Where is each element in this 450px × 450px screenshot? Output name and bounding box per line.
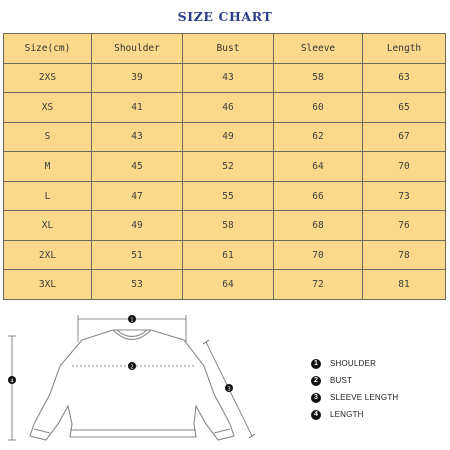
bust-cell: 55: [183, 181, 274, 211]
table-row: [4, 152, 446, 182]
header-size: Size(cm): [4, 34, 92, 64]
header-sleeve: Sleeve: [274, 34, 363, 64]
size-cell: S: [4, 122, 92, 152]
legend-item-sleeve-length: [311, 389, 446, 406]
measure-marker-length: [8, 376, 16, 384]
shoulder-cell: 39: [92, 63, 183, 93]
table-row: [4, 122, 446, 152]
table-row: [4, 181, 446, 211]
header-bust: Bust: [183, 34, 274, 64]
table-header-row: [4, 34, 446, 64]
svg-text:1: 1: [130, 317, 134, 324]
size-cell: L: [4, 181, 92, 211]
size-chart-title: SIZE CHART: [177, 9, 273, 24]
length-cell: 78: [363, 240, 446, 270]
measure-marker-bust: [128, 362, 136, 370]
sleeve-cell: 66: [274, 181, 363, 211]
shoulder-cell: 45: [92, 152, 183, 182]
table-row: [4, 240, 446, 270]
bust-cell: 49: [183, 122, 274, 152]
size-cell: 2XS: [4, 63, 92, 93]
svg-text:2: 2: [130, 364, 134, 371]
svg-text:4: 4: [10, 378, 14, 385]
length-cell: 65: [363, 93, 446, 123]
measure-marker-shoulder: [128, 315, 136, 323]
size-table: [3, 33, 446, 300]
number-three-icon: 3: [311, 393, 321, 403]
size-cell: XS: [4, 93, 92, 123]
length-cell: 67: [363, 122, 446, 152]
sleeve-cell: 70: [274, 240, 363, 270]
size-cell: 3XL: [4, 270, 92, 300]
bust-cell: 52: [183, 152, 274, 182]
length-cell: 63: [363, 63, 446, 93]
shoulder-cell: 41: [92, 93, 183, 123]
shoulder-cell: 47: [92, 181, 183, 211]
length-cell: 73: [363, 181, 446, 211]
table-row: [4, 211, 446, 241]
sleeve-cell: 60: [274, 93, 363, 123]
measure-lines: [8, 315, 255, 440]
bust-cell: 61: [183, 240, 274, 270]
number-four-icon: 4: [311, 410, 321, 420]
sleeve-cell: 68: [274, 211, 363, 241]
table-row: [4, 63, 446, 93]
sleeve-cell: 72: [274, 270, 363, 300]
bust-cell: 58: [183, 211, 274, 241]
number-one-icon: 1: [311, 359, 321, 369]
measurement-legend: [311, 355, 446, 423]
length-cell: 76: [363, 211, 446, 241]
legend-item-shoulder: [311, 355, 446, 372]
measure-marker-sleeve: [225, 384, 233, 392]
shoulder-cell: 51: [92, 240, 183, 270]
sleeve-cell: 62: [274, 122, 363, 152]
table-row: [4, 93, 446, 123]
header-shoulder: Shoulder: [92, 34, 183, 64]
table-row: [4, 270, 446, 300]
shoulder-cell: 53: [92, 270, 183, 300]
size-cell: XL: [4, 211, 92, 241]
shoulder-cell: 49: [92, 211, 183, 241]
legend-label: LENGTH: [330, 410, 364, 419]
svg-text:3: 3: [227, 386, 231, 393]
header-length: Length: [363, 34, 446, 64]
bust-cell: 64: [183, 270, 274, 300]
length-cell: 70: [363, 152, 446, 182]
length-cell: 81: [363, 270, 446, 300]
sleeve-cell: 64: [274, 152, 363, 182]
bust-cell: 46: [183, 93, 274, 123]
size-cell: M: [4, 152, 92, 182]
shoulder-cell: 43: [92, 122, 183, 152]
legend-item-length: [311, 406, 446, 423]
legend-label: SHOULDER: [330, 359, 377, 368]
legend-label: BUST: [330, 376, 353, 385]
sweater-outline: [30, 330, 234, 440]
size-cell: 2XL: [4, 240, 92, 270]
sleeve-cell: 58: [274, 63, 363, 93]
number-two-icon: 2: [311, 376, 321, 386]
bust-cell: 43: [183, 63, 274, 93]
legend-item-bust: [311, 372, 446, 389]
legend-label: SLEEVE LENGTH: [330, 393, 399, 402]
